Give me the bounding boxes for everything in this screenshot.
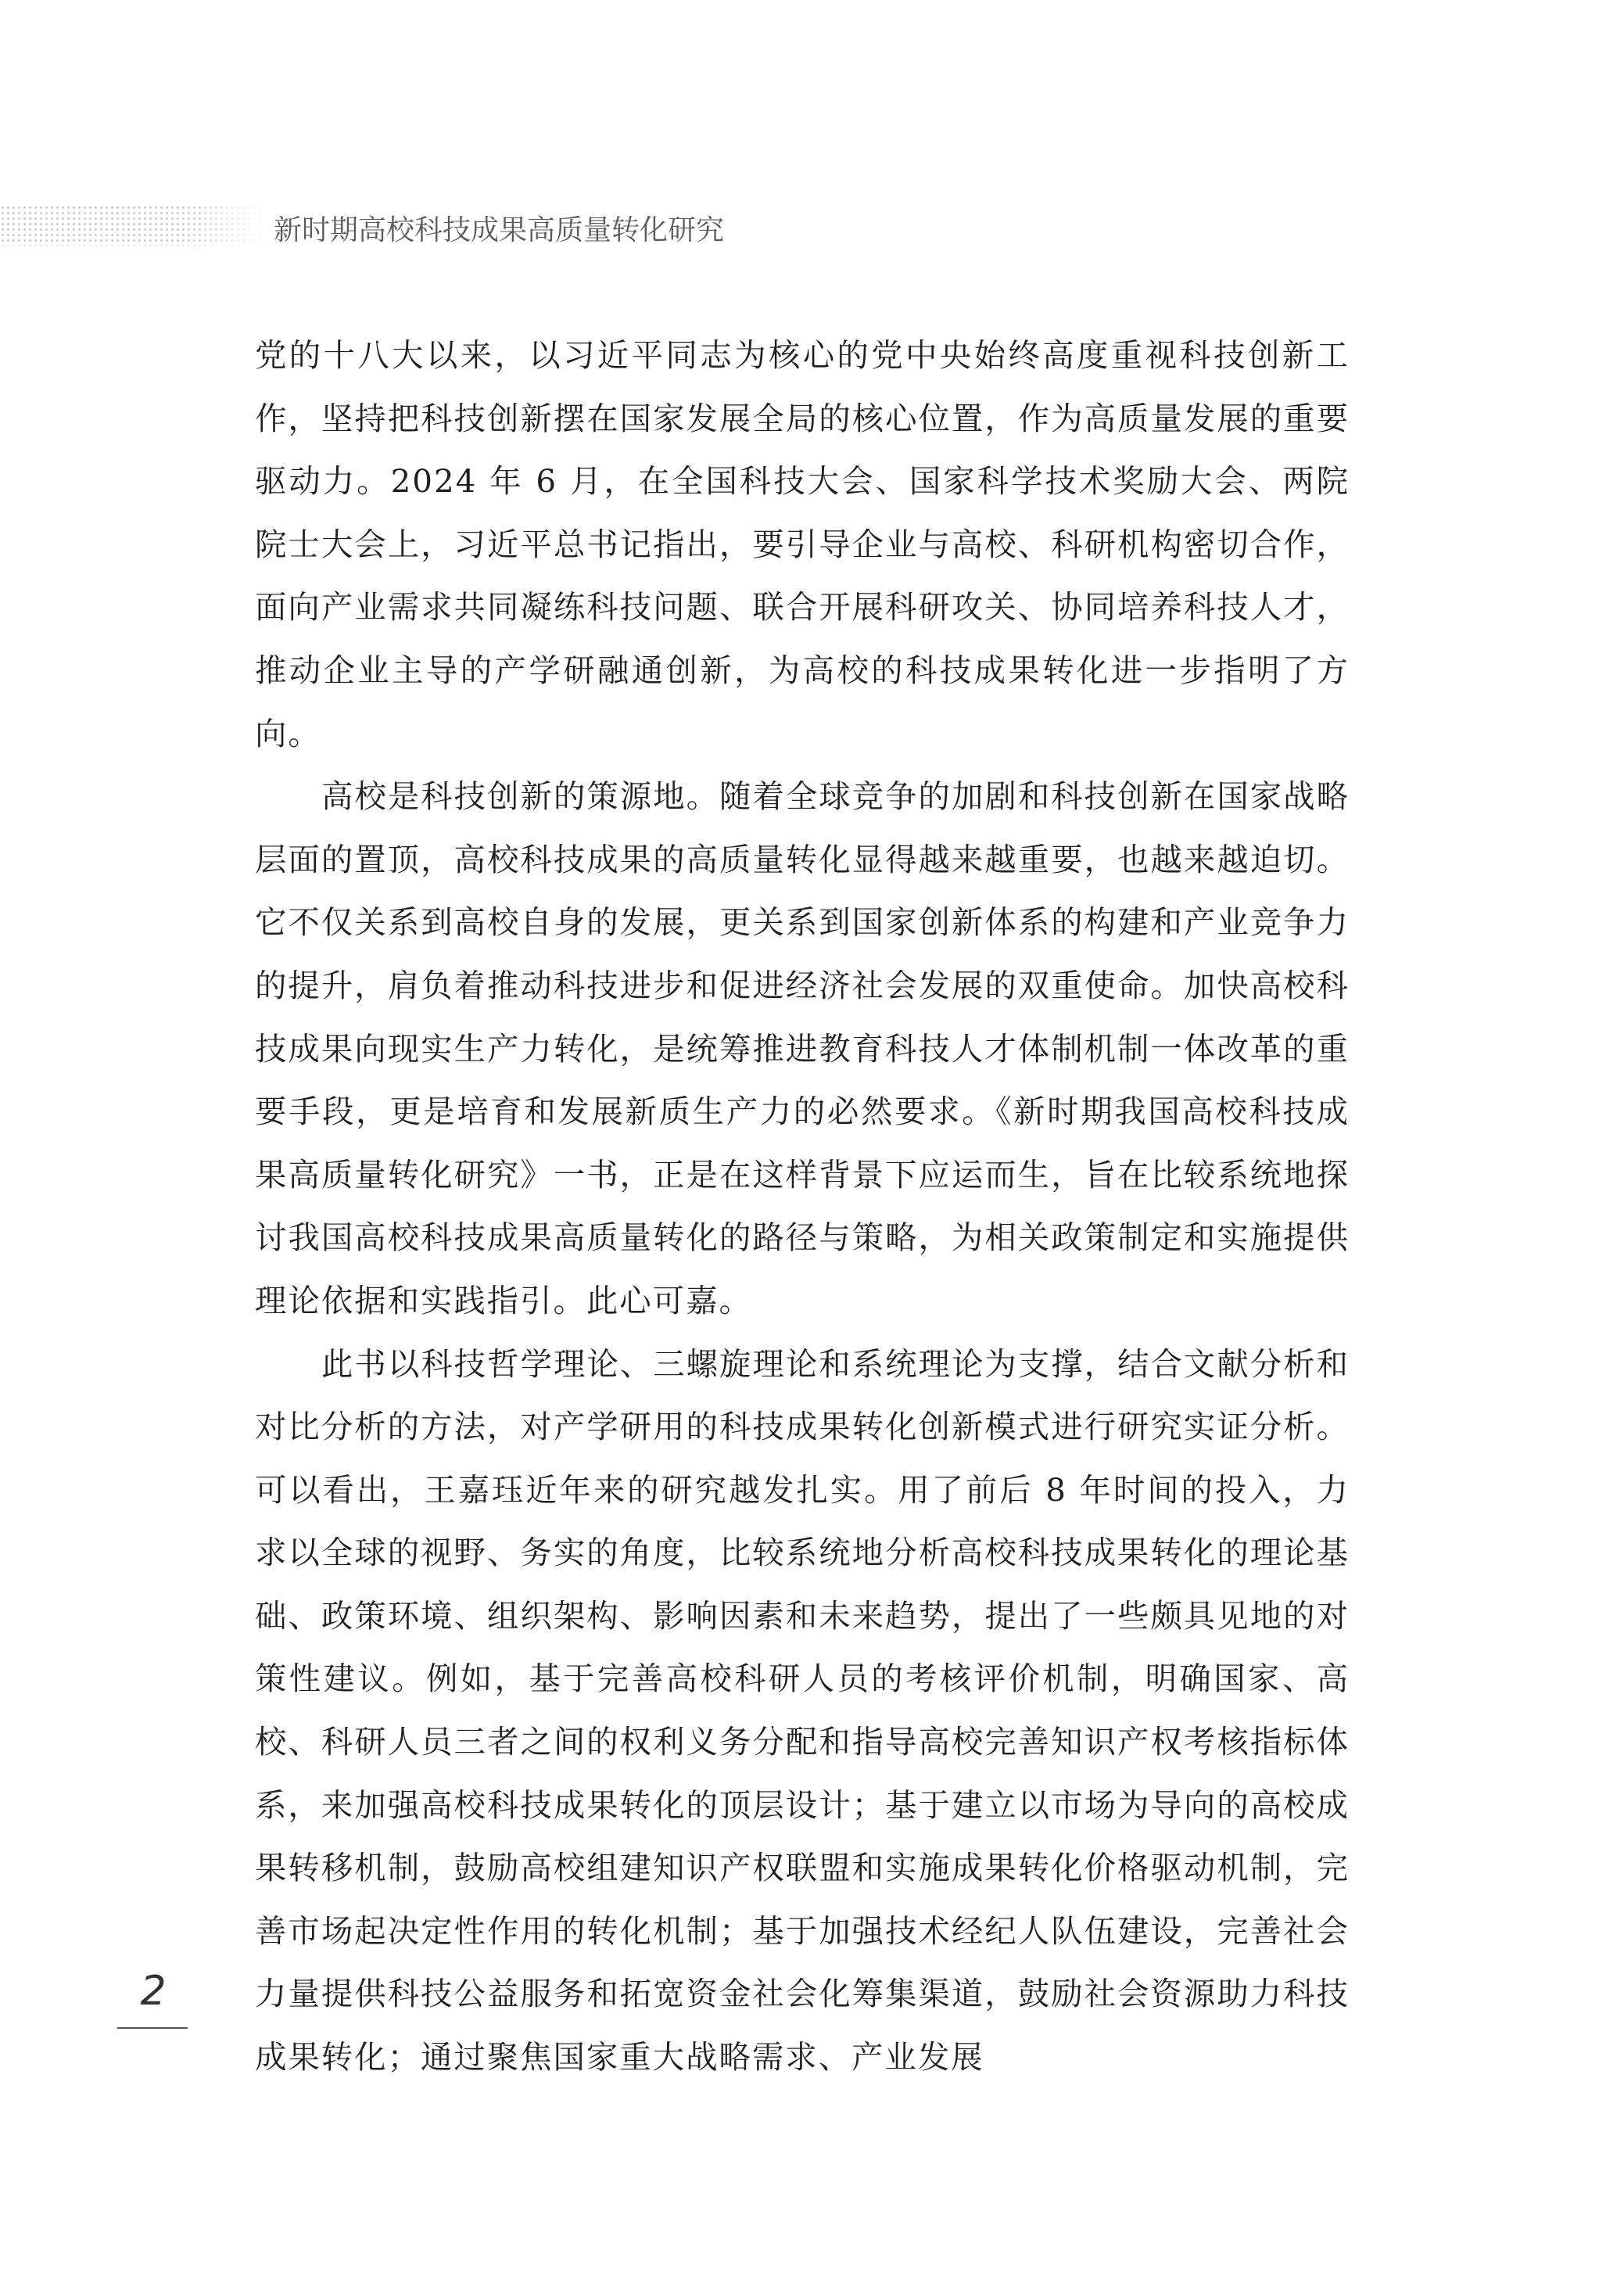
paragraph-2: 高校是科技创新的策源地。随着全球竞争的加剧和科技创新在国家战略层面的置顶，高校科技成果的高质量转化显得越来越重要，也越来越迫切。它不仅关系到高校自身的发展，更关系到国家创新体系的构建和产业竞争力的提升，肩负着推动科技进步和促进经济社会发展的双重使命。加快高校科技成果向现实生产力转化，是统筹推进教育科技人才体制机制一体改革的重要手段，更是培育和发展新质生产力的必然要求。《新时期我国高校科技成果高质量转化研究》一书，正是在这样背景下应运而生，旨在比较系统地探讨我国高校科技成果高质量转化的路径与策略，为相关政策制定和实施提供理论依据和实践指引。此心可嘉。 [255,777,1350,1319]
paragraph-1: 党的十八大以来，以习近平同志为核心的党中央始终高度重视科技创新工作，坚持把科技创新摆在国家发展全局的核心位置，作为高质量发展的重要驱动力。2024 年 6 月，在全国科技大会、国家科学技术奖励大会、两院院士大会上，习近平总书记指出，要引导企业与高校、科研机构密切合作，面向产业需求共同凝练科技问题、联合开展科研攻关、协同培养科技人才，推动企业主导的产学研融通创新，为高校的科技成果转化进一步指明了方向。 [255,336,1350,752]
page-number-rule [117,2027,188,2029]
header-dot-fade [188,205,266,246]
body-text [255,324,1350,2089]
page-number: 2 [140,1968,167,2015]
paragraph-3: 此书以科技哲学理论、三螺旋理论和系统理论为支撑，结合文献分析和对比分析的方法，对产学研用的科技成果转化创新模式进行研究实证分析。可以看出，王嘉珏近年来的研究越发扎实。用了前后 8 年时间的投入，力求以全球的视野、务实的角度，比较系统地分析高校科技成果转化的理论基础、政策环境、组织架构、影响因素和未来趋势，提出了一些颇具见地的对策性建议。例如，基于完善高校科研人员的考核评价机制，明确国家、高校、科研人员三者之间的权利义务分配和指导高校完善知识产权考核指标体系，来加强高校科技成果转化的顶层设计；基于建立以市场为导向的高校成果转移机制，鼓励高校组建知识产权联盟和实施成果转化价格驱动机制，完善市场起决定性作用的转化机制；基于加强技术经纪人队伍建设，完善社会力量提供科技公益服务和拓宽资金社会化筹集渠道，鼓励社会资源助力科技成果转化；通过聚焦国家重大战略需求、产业发展 [255,1344,1350,2076]
running-title: 新时期高校科技成果高质量转化研究 [274,214,725,246]
